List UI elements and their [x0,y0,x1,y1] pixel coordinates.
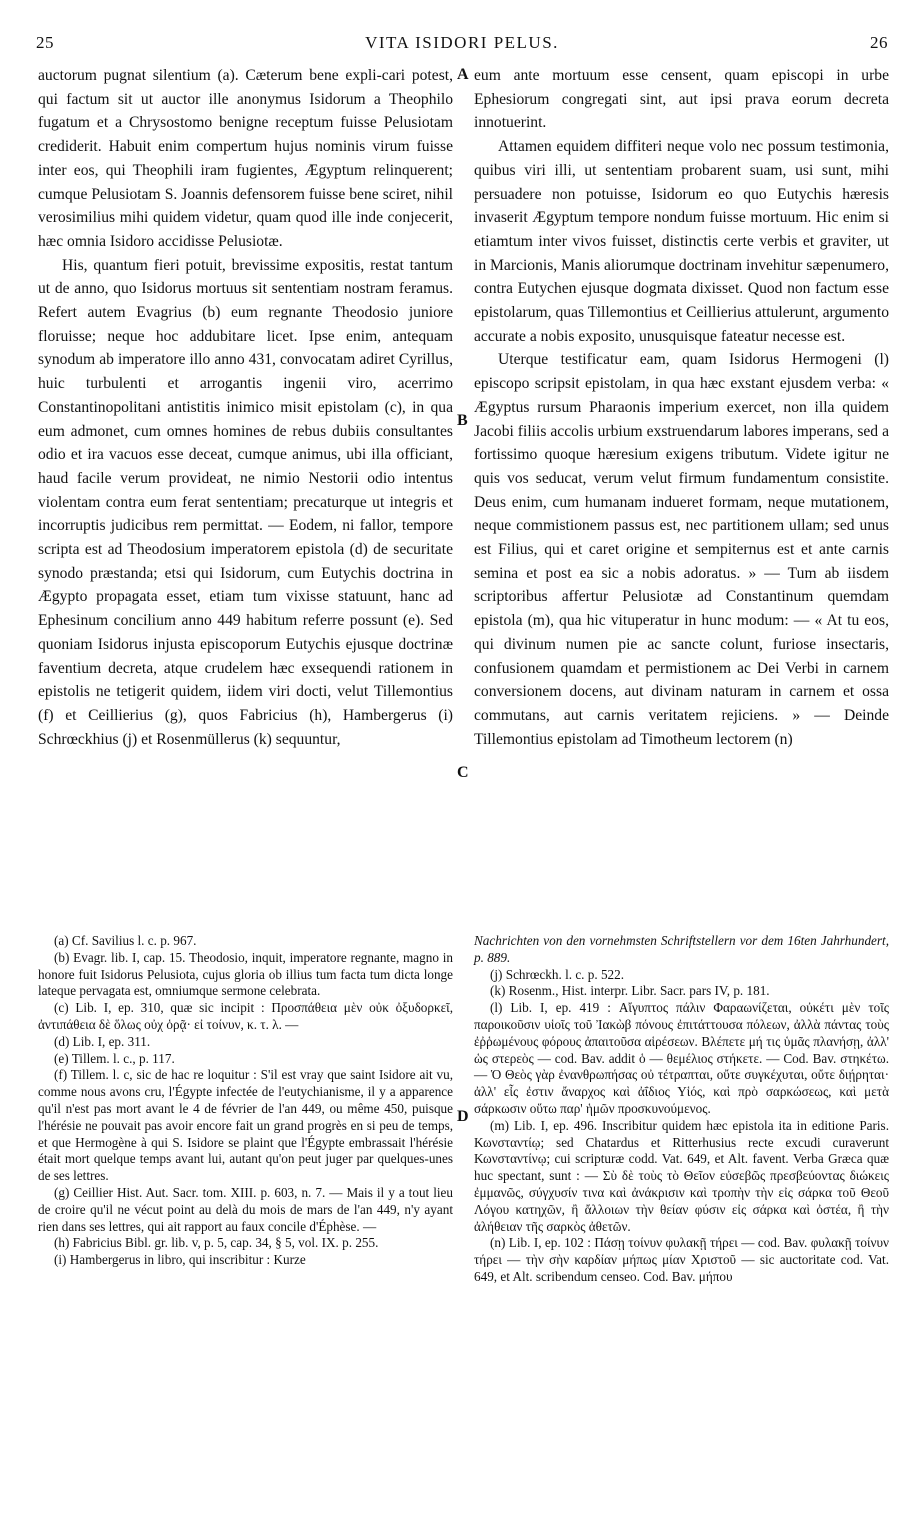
footnote: (m) Lib. I, ep. 496. Inscribitur quidem hæc epistola ita in editione Paris. Κωνσταντίῳ; sed Chatardus et Ritterhusius recte excudi curaverunt Κωνσταντίνῳ; cui scripturæ codd. Vat. 649, et Alt. favent. Verba Græca quæ huc spectant, sunt : — Σὺ δὲ τοὺς τὸ Θεῖον εὐσεβῶς πρεσβεύοντας διώκεις ἐμμανῶς, σύγχυσίν τινα καὶ ἀνάκρισιν καὶ τροπὴν τὴν εἰς σάρκα τοῦ Θεοῦ Λόγου κατηχῶν, ἢ ἄλλοιων τὴν θείαν φύσιν εἰς σάρκα καὶ ὀστέα, ἢ τὴν ἀλήθειαν τῆς σαρκὸς ἀθετῶν. [474,1117,889,1234]
footnote: (h) Fabricius Bibl. gr. lib. v, p. 5, cap. 34, § 5, vol. IX. p. 255. [54,1235,379,1251]
margin-marker-a: A [457,66,469,83]
margin-marker-b: B [457,412,468,429]
footnote: (f) Tillem. l. c, sic de hac re loquitur : S'il est vray que saint Isidore ait vu, comme nous avons cru, l'Égypte infectée de l'eutychianisme, il y a apparence qu'il n'est pas mort avant le 4 de février de l'an 449, ou même 450, puisque l'hérésie ne pouvait pas avoir encore fait un grand progrès en si peu de temps, et que Hermogène à qui S. Isidore se plaint que l'Égypte embrassait l'hérésie était mort quelque temps avant lui, autant qu'on peut juger par quelques-unes de ses lettres. [38,1067,453,1184]
right-text-column [474,64,889,751]
footnote: Nachrichten von den vornehmsten Schriftstellern vor dem 16ten Jahrhundert, p. 889. [474,933,889,965]
margin-marker-c: C [457,764,469,781]
footnote: (l) Lib. I, ep. 419 : Αἴγυπτος πάλιν Φαραωνίζεται, οὐκέτι μὲν τοῖς παροικοῦσιν υἱοῖς τοῦ Ἰακὼβ πόνους ἐπιτάττουσα πόλεων, ἀλλὰ πάντας τοὺς ἐῤῥωμένους φόρους ἀπαιτοῦσα αἱρέσεων. Βλέπετε μή τις ὑμᾶς πλανήσῃ, ἀλλ' ὡς στερεὸς — cod. Bav. addit ὁ — θεμέλιος στήκετε. — Cod. Bav. στηκέτω. — Ὁ Θεὸς γὰρ ἐνανθρωπήσας οὐ τέτραπται, οὔτε συγκέχυται, οὔτε διῄρηται· ἀλλ' εἷς ἐστιν ἄναρχος καὶ ἀΐδιος Υἱός, καὶ πρὸ σαρκώσεως, καὶ μετὰ σάρκωσιν οὕτω παρ' ἡμῶν προσκυνούμενος. [474,1000,889,1116]
footnote: (g) Ceillier Hist. Aut. Sacr. tom. XIII. p. 603, n. 7. — Mais il y a tout lieu de croire qu'il ne vécut point au delà du mois de mars de l'an 449, n'y ayant rien dans ses lettres, qui ait rapport au faux concile d'Éphèse. — [38,1184,453,1234]
running-header [36,33,888,57]
footnotes-right [474,933,889,1286]
paragraph: Uterque testificatur eam, quam Isidorus Hermogeni (l) episcopo scripsit epistolam, in qua hæc exstant ejusdem verba: « Ægyptus rursum Pharaonis imperium exercet, non illa quidem Jacobi filiis accolis urbium exstruendarum labores imperans, sed a fortissimo quoque hæresium exigens tributum. Videte igitur ne quis vos seducat, verum velut firmum fundamentum consistite. Deus enim, cum humanam indueret formam, neque mutationem, neque commistionem passus est, nec partitionem ullam; sed unus est Filius, qui et caret origine et sempiternus est et ante carnis semina et post ea sic a nobis adoratus. » — Tum ab iisdem scriptoribus affertur Pelusiotæ ad Constantinum quemdam epistola (m), qua hic vituperatur in hunc modum: — « At tu eos, qui divinum numen pie ac sancte colunt, furiose insectaris, confusionem quamdam et permistionem ac Dei Verbi in carnem conversionem docens, aut divinam naturam in carnem et ossa commutans, aut carnis veritatem rejiciens. » — Deinde Tillemontius epistolam ad Timotheum lectorem (n) [474,351,889,748]
paragraph: His, quantum fieri potuit, brevissime expositis, restat tantum ut de anno, quo Isidorus mortuus sit sententiam nostram feramus. Refert autem Evagrius (b) eum regnante Theodosio juniore floruisse; neque hoc addubitare licet. Ipse enim, antequam synodum ab imperatore illo anno 431, convocatam adiret Cyrillus, huic turbulenti et arrogantis ingenii viro, acerrimo Constantinopolitani antistitis inimico misit epistolam (c), in qua eum admonet, cum omnes homines de rebus dubiis consultantes odio et ira vacuos esse deceat, cumque animus, ubi illa officiant, haud facile verum provideat, ne nimio Nestorii odio intentus violentam contra eum ferat sententiam; precaturque ut integris et incorruptis judicibus rem permittat. — Eodem, ni fallor, tempore scripta est ad Theodosium imperatorem epistola (d) de securitate synodo præstanda; etsi qui Isidorum, cum Eutychis doctrina in Ægypto propagata esset, etiam tum vixisse statuunt, hanc ad Ephesinum concilium anno 449 habitum referre possunt (e). Sed quoniam Isidorus injusta episcoporum Eutychis ejusque doctrinæ faventium decreta, atque crudelem hæc exsequendi rationem in epistolis ne tetigerit quidem, iidem viri docti, velut Tillemontius (f) et Ceillierius (g), quos Fabricius (h), Hambergerus (i) Schrœckhius (j) et Rosenmüllerus (k) sequuntur, [38,256,453,748]
footnote: (n) Lib. I, ep. 102 : Πάσῃ τοίνυν φυλακῇ τήρει — cod. Bav. φυλακῇ τοίνυν τήρει — τὴν σὴν καρδίαν μήπως μίαν Χριστοῦ — sic auctoritate cod. Vat. 649, et Alt. scribendum censeo. Cod. Bav. μήπου [474,1235,889,1284]
footnote: (j) Schrœckh. l. c. p. 522. [490,966,625,982]
footnotes-left [38,933,453,1269]
margin-marker-d: D [457,1108,469,1125]
footnote: (k) Rosenm., Hist. interpr. Libr. Sacr. pars IV, p. 181. [490,983,770,999]
paragraph: eum ante mortuum esse censent, quam episcopi in urbe Ephesiorum congregati sint, aut ipsi prava eorum decreta innotuerint. [474,67,889,132]
footnote: (e) Tillem. l. c., p. 117. [54,1050,175,1066]
footnote: (b) Evagr. lib. I, cap. 15. Theodosio, inquit, imperatore regnante, magno in honore fuit Isidorus Pelusiota, cujus gloria ob illius tum facta tum dicta longe lateque pervagata est, omniumque sermone celebrata. [38,949,453,999]
page-number-right: 26 [870,33,888,52]
footnote: (a) Cf. Savilius l. c. p. 967. [54,933,197,948]
footnote: (i) Hambergerus in libro, qui inscribitur : Kurze [54,1252,306,1268]
left-text-column [38,64,453,751]
paragraph: Attamen equidem diffiteri neque volo nec possum testimonia, quibus viri illi, ut sententiam probarent suam, usi sunt, mihi persuadere non potuisse, Isidorum eo quo Eutychis hæresis invaserit Ægyptum tempore nondum fuisse mortuum. Hic enim si etiamtum inter vivos fuisset, distinctis certe verbis et graviter, ut in Marcionis, Manis aliorumque doctrinam invehitur sæpenumero, contra Eutychen ejusque dogmata dixisset. Quod non factum esse epistolarum, quas Tillemontius et Ceillierius attulerunt, argumento accurate a nobis exposito, unusquisque fateatur necesse est. [474,138,889,345]
paragraph: auctorum pugnat silentium (a). Cæterum bene expli-cari potest, qui factum sit ut auctor ille anonymus Isidorum a Theophilo fugatum et a Chrysostomo benigne receptum fuisse Pelusiotam crediderit. Habuit enim compertum hujus nominis virum fuisse inter eos, qui Theophili iram fugientes, Ægyptum relinquerent; cumque Pelusiotam S. Joannis defensorem fuisse bene sciret, nihil verosimilius mihi quidem videtur, quam quod ille inde conjecerit, hæc omnia Isidoro accidisse Pelusiotæ. [38,67,453,250]
running-title: VITA ISIDORI PELUS. [365,33,559,52]
page-number-left: 25 [36,33,54,52]
footnote: (d) Lib. I, ep. 311. [54,1033,151,1049]
footnote: (c) Lib. I, ep. 310, quæ sic incipit : Προσπάθεια μὲν οὐκ ὀξυδορκεῖ, ἀντιπάθεια δὲ ὅλως οὐχ ὁρᾷ· εἰ τοίνυν, κ. τ. λ. — [38,1000,453,1032]
